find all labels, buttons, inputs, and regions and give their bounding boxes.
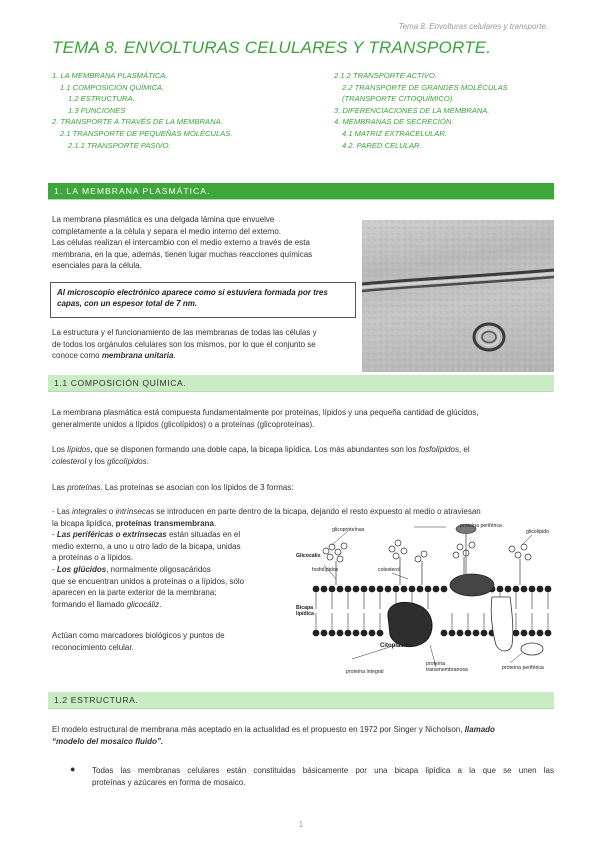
- text-line: Todas las membranas celulares están constituidas básicamente por una bicapa lipídica a la que se unen las: [92, 766, 554, 775]
- text-run: -: [52, 530, 57, 540]
- text-line: Actúan como marcadores biológicos y puntos de: [52, 631, 225, 640]
- term-fosfolipidos: fosfolípidos: [418, 445, 459, 454]
- lipids-paragraph: [52, 444, 558, 467]
- text-line: completamente a la célula y separa el medio interno del externo.: [52, 226, 282, 236]
- text-run: conoce como: [52, 351, 102, 361]
- label-glicolipido: glicolípido: [526, 529, 550, 535]
- text-run: -: [52, 564, 57, 574]
- toc-left: [52, 70, 322, 151]
- toc-item[interactable]: 1.3 FUNCIONES: [68, 105, 126, 115]
- toc-item[interactable]: 1. LA MEMBRANA PLASMÁTICA.: [52, 71, 168, 80]
- toc-item[interactable]: 2.1 TRANSPORTE DE PEQUEÑAS MOLÉCULAS.: [60, 128, 233, 138]
- composition-paragraph: [52, 407, 558, 430]
- text-run: - Las: [52, 507, 73, 516]
- term-perifericas: Las periféricas o extrínsecas: [56, 530, 167, 540]
- term-membrana-unitaria: membrana unitaria: [101, 351, 174, 361]
- section-heading-estructura: 1.2 ESTRUCTURA.: [48, 692, 554, 709]
- markers-paragraph: [52, 630, 302, 653]
- toc-item[interactable]: 1.2 ESTRUCTURA.: [68, 94, 135, 104]
- text-run: .: [173, 351, 176, 361]
- toc-item[interactable]: 2.1.1 TRANSPORTE PASIVO.: [68, 140, 171, 150]
- text-line: esenciales para la célula.: [52, 261, 142, 271]
- intro-paragraph: [52, 214, 352, 272]
- term-glucidos: Los glúcidos: [56, 564, 107, 574]
- term-glicolipidos: glicolípidos: [107, 456, 147, 466]
- text-line: Al microscopio electrónico aparece como si estuviera formada por tres: [57, 288, 328, 297]
- text-run: .: [213, 518, 217, 528]
- toc-item[interactable]: 4. MEMBRANAS DE SECRECIÓN.: [334, 117, 454, 127]
- term-lipidos: lípidos: [67, 445, 91, 454]
- toc-item[interactable]: 2. TRANSPORTE A TRAVÉS DE LA MEMBRANA.: [52, 117, 223, 127]
- running-header: Tema 8. Envolturas celulares y transporte.: [398, 22, 548, 31]
- term-colesterol: colesterol: [52, 456, 87, 466]
- toc-item[interactable]: 3. DIFERENCIACIONES DE LA MEMBRANA.: [334, 105, 490, 115]
- text-line: proteínas y azúcares en forma de mosaico.: [92, 777, 246, 787]
- text-run: formando el llamado: [52, 599, 127, 609]
- text-run: están situadas en el: [166, 530, 241, 540]
- text-run: El modelo estructural de membrana más aceptado en la actualidad es el propuesto en 1972 por Singer y Nicholson,: [52, 725, 465, 734]
- list-item-cont: a proteínas o a lípidos.: [52, 553, 133, 563]
- bullet-dot: ●: [70, 764, 76, 774]
- text-line: [52, 736, 558, 748]
- toc-item[interactable]: 2.2 TRANSPORTE DE GRANDES MOLÉCULAS: [342, 82, 508, 92]
- text-run: .: [146, 456, 149, 466]
- term-glicocaliz: glicocáliz: [126, 599, 160, 609]
- text-run: , que se disponen formando una doble capa, la bicapa lipídica. Los más abundantes son los: [90, 445, 419, 454]
- label-citoplasma: Citoplasma: [380, 643, 413, 649]
- electron-micrograph-image: [362, 220, 554, 372]
- label-proteina-periferica: proteína periférica: [460, 523, 502, 529]
- text-line: capas, con un espesor total de 7 nm.: [57, 299, 198, 309]
- unit-membrane-paragraph: [52, 327, 362, 362]
- membrane-diagram: [296, 521, 558, 677]
- microscope-callout: [50, 282, 356, 318]
- term-proteinas: proteínas: [67, 483, 101, 492]
- section-heading-composicion: 1.1 COMPOSICIÓN QUÍMICA.: [48, 375, 554, 392]
- text-line: La membrana plasmática es una delgada lámina que envuelve: [52, 215, 275, 224]
- text-run: la bicapa lipídica,: [52, 518, 116, 528]
- text-run: Los: [52, 445, 68, 454]
- toc-item[interactable]: 4.2. PARED CELULAR.: [342, 140, 422, 150]
- label-proteina-integral: proteína integral: [346, 669, 384, 675]
- structure-bullet: [92, 765, 554, 788]
- term-transmembrana: proteínas transmembrana: [115, 518, 214, 528]
- text-line: [52, 350, 362, 362]
- text-line: generalmente unidos a lípidos (glicolípidos) o a proteínas (glicoproteínas).: [52, 419, 315, 429]
- label-fosfolipidos: fosfolípidos: [312, 567, 339, 573]
- text-run: , el: [458, 445, 470, 454]
- label-proteina-trans: proteína: [426, 661, 446, 667]
- text-line: [52, 724, 558, 736]
- label-glicocaliz: Glicocálix: [296, 553, 321, 559]
- text-run: , normalmente oligosacáridos: [106, 564, 211, 574]
- label-lipidica: lipídica: [296, 611, 314, 617]
- section-heading-membrana: 1. LA MEMBRANA PLASMÁTICA.: [48, 183, 554, 200]
- text-line: Las células realizan el intercambio con el medio externo a través de esta: [52, 238, 310, 248]
- list-item-cont: aparecen en la parte exterior de la membrana;: [52, 588, 217, 598]
- list-item-cont: medio externo, a uno u otro lado de la bicapa, unidas: [52, 541, 241, 551]
- toc-item[interactable]: 4.1 MATRIZ EXTRACELULAR.: [342, 128, 447, 138]
- text-line: [52, 456, 558, 468]
- text-line: [52, 482, 558, 494]
- toc-item[interactable]: (TRANSPORTE CITOQUÍMICO).: [342, 94, 455, 104]
- text-run: .: [159, 599, 162, 609]
- mosaic-model-drawing: [296, 521, 558, 677]
- label-glicoproteinas: glicoproteínas: [332, 527, 365, 533]
- text-run: Las: [52, 483, 68, 492]
- label-proteina-periferica-bottom: proteína periférica: [502, 665, 544, 671]
- text-run: . Las proteínas se asocian con los lípidos de 3 formas:: [100, 483, 294, 492]
- label-bicapa: Bicapa: [296, 605, 314, 611]
- text-line: La estructura y el funcionamiento de las membranas de todas las células y: [52, 328, 317, 337]
- text-line: reconocimiento celular.: [52, 642, 134, 652]
- list-item-cont: que se encuentran unidos a proteínas o a lípidos, sólo: [52, 576, 245, 586]
- page-title: TEMA 8. ENVOLTURAS CELULARES Y TRANSPORTE.: [52, 38, 492, 57]
- term-integrales: integrales o intrínsecas: [72, 507, 155, 516]
- toc-right: [334, 70, 564, 151]
- micrograph-drawing: [362, 220, 554, 372]
- list-item: [52, 506, 558, 518]
- term-llamado: llamado: [464, 725, 495, 734]
- text-run: y los: [86, 456, 108, 466]
- toc-item[interactable]: 1.1 COMPOSICIÓN QUÍMICA.: [60, 82, 165, 92]
- text-line: [52, 444, 558, 456]
- text-run: se introducen en parte dentro de la bicapa, dejando el resto expuesto al medio o atraviesan: [154, 507, 481, 516]
- text-line: La membrana plasmática está compuesta fundamentalmente por proteínas, lípidos y una pequeña cantidad de glúcidos,: [52, 408, 479, 417]
- text-line: membrana, en la que, además, tienen lugar muchas reacciones químicas: [52, 249, 313, 259]
- text-line: de todos los orgánulos celulares son los mismos, por lo que el conjunto se: [52, 339, 316, 349]
- page-number: 1: [298, 820, 304, 829]
- label-transmembranosa: transmembranosa: [426, 667, 468, 673]
- term-mosaico-fluido: “modelo del mosaico fluido”.: [52, 736, 164, 746]
- structure-paragraph: [52, 724, 558, 747]
- toc-item[interactable]: 2.1.2 TRANSPORTE ACTIVO.: [334, 71, 437, 80]
- proteins-paragraph: [52, 482, 558, 494]
- label-colesterol: colesterol: [378, 567, 401, 573]
